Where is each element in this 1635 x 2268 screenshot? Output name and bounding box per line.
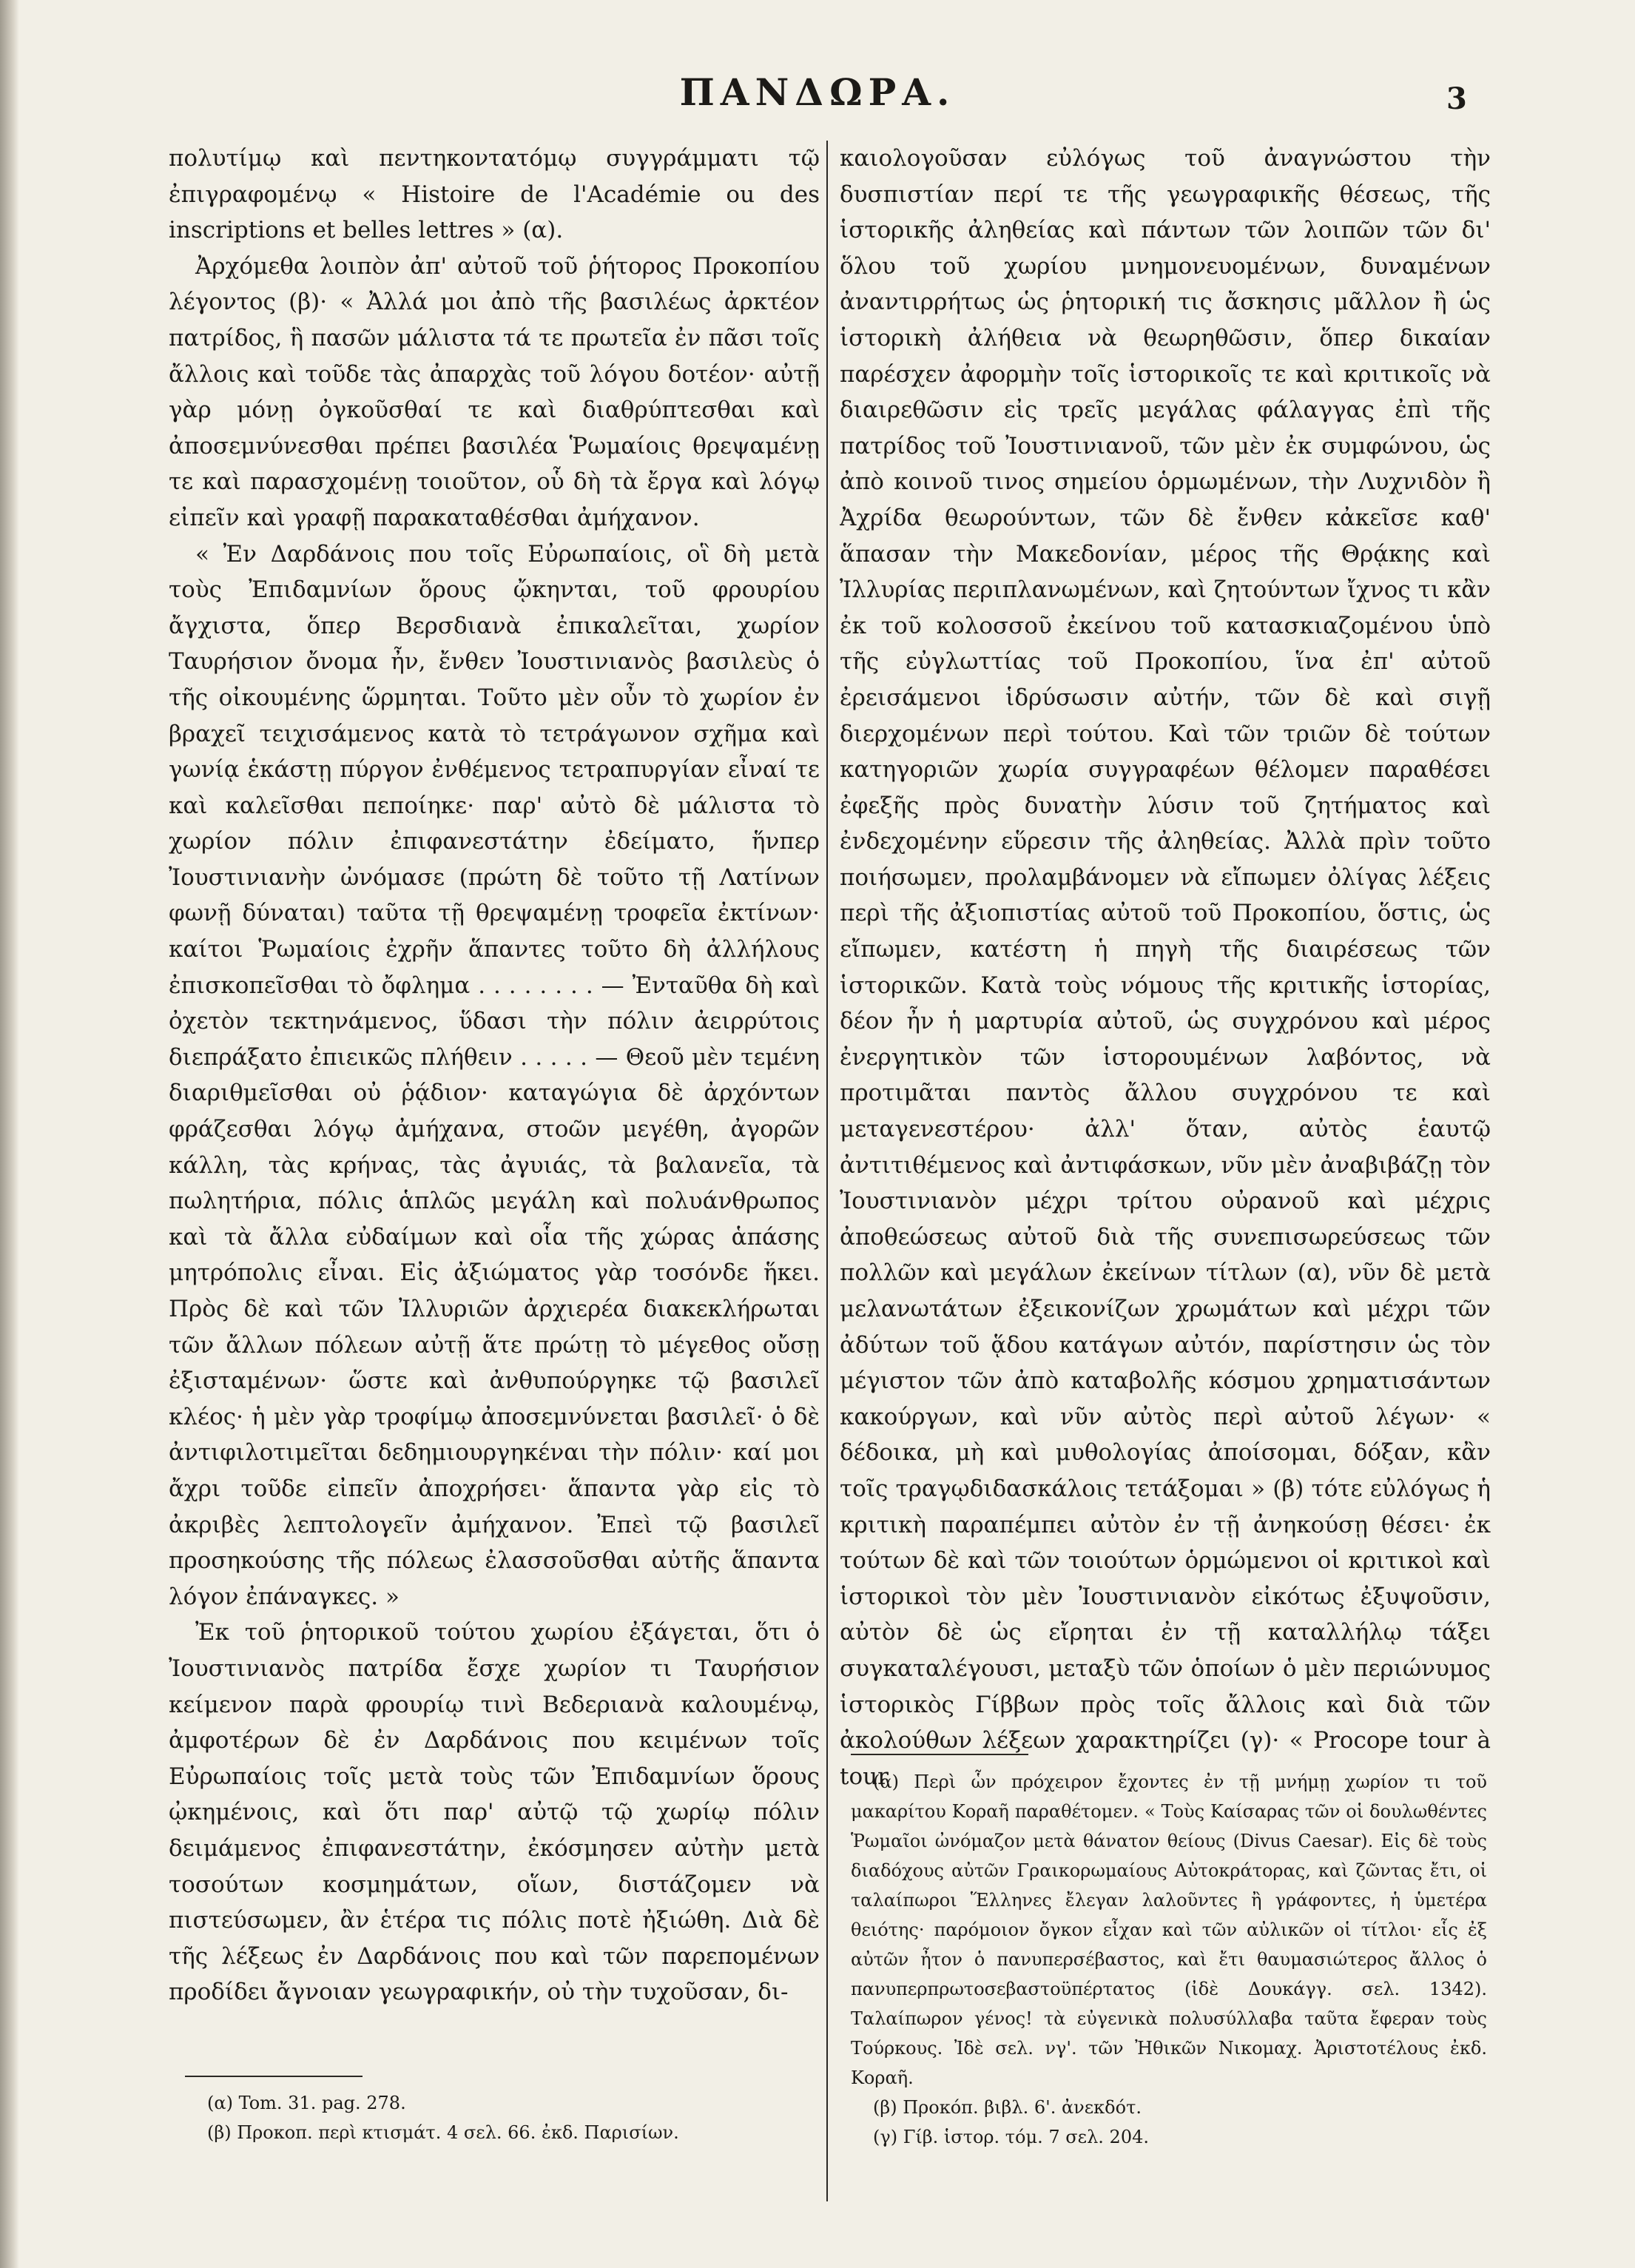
left-footnote-rule [185, 2076, 363, 2077]
left-footnotes [185, 2088, 821, 2147]
footnote-c-right: (γ) Γίβ. ἱστορ. τόμ. 7 σελ. 204. [873, 2127, 1149, 2147]
right-footnotes [851, 1767, 1487, 2152]
column-divider [826, 141, 828, 2201]
left-paragraph-2: Ἀρχόμεθα λοιπὸν ἀπ' αὐτοῦ τοῦ ῥήτορος Προκοπίου λέγοντος (β)· « Ἀλλά μοι ἀπὸ τῆς βασιλέως ἀρκτέον πατρίδος, ἣ πασῶν μάλιστα τά τε πρωτεῖα ἐν πᾶσι τοῖς ἄλλοις καὶ τοῦδε τὰς ἀπαρχὰς τοῦ λόγου δοτέον· αὐτῇ γὰρ μόνῃ ὀγκοῦσθαί τε καὶ διαθρύπτεσθαι καὶ ἀποσεμνύνεσθαι πρέπει βασιλέα Ῥωμαίοις θρεψαμένῃ τε καὶ παρασχομένῃ τοιοῦτον, οὗ δὴ τὰ ἔργα καὶ λόγῳ εἰπεῖν καὶ γραφῇ παρακαταθέσθαι ἀμήχανον. [169, 252, 820, 531]
left-paragraph-3: « Ἐν Δαρδάνοις που τοῖς Εὐρωπαίοις, οἳ δὴ μετὰ τοὺς Ἐπιδαμνίων ὅρους ᾤκηνται, τοῦ φρουρίου ἄγχιστα, ὅπερ Βερσδιανὰ ἐπικαλεῖται, χωρίον Ταυρήσιον ὄνομα ἦν, ἔνθεν Ἰουστινιανὸς βασιλεὺς ὁ τῆς οἰκουμένης ὥρμηται. Τοῦτο μὲν οὖν τὸ χωρίον ἐν βραχεῖ τειχισάμενος κατὰ τὸ τετράγωνον σχῆμα καὶ γωνίᾳ ἑκάστῃ πύργον ἐνθέμενος τετραπυργίαν εἶναί τε καὶ καλεῖσθαι πεποίηκε· παρ' αὐτὸ δὲ μάλιστα τὸ χωρίον πόλιν ἐπιφανεστάτην ἐδείματο, ἥνπερ Ἰουστινιανὴν ὠνόμασε (πρώτη δὲ τοῦτο τῇ Λατίνων φωνῇ δύναται) ταῦτα τῇ θρεψαμένῃ τροφεῖα ἐκτίνων· καίτοι Ῥωμαίοις ἐχρῆν ἅπαντες τοῦτο δὴ ἀλλήλους ἐπισκοπεῖσθαι τὸ ὄφλημα . . . . . . . . — Ἐνταῦθα δὴ καὶ ὀχετὸν τεκτηνάμενος, ὕδασι τὴν πόλιν ἀειρρύτοις διεπράξατο ἐπιεικῶς πλήθειν . . . . . — Θεοῦ μὲν τεμένη διαριθμεῖσθαι οὐ ῥᾴδιον· καταγώγια δὲ ἀρχόντων φράζεσθαι λόγῳ ἀμήχανα, στοῶν μεγέθη, ἀγορῶν κάλλη, τὰς κρήνας, τὰς ἀγυιάς, τὰ βαλανεῖα, τὰ πωλητήρια, πόλις ἁπλῶς μεγάλη καὶ πολυάνθρωπος καὶ τὰ ἄλλα εὐδαίμων καὶ οἷα τῆς χώρας ἁπάσης μητρόπολις εἶναι. Εἰς ἀξιώματος γὰρ τοσόνδε ἥκει. Πρὸς δὲ καὶ τῶν Ἰλλυριῶν ἀρχιερέα διακεκλήρωται τῶν ἄλλων πόλεων αὐτῇ ἅτε πρώτῃ τὸ μέγεθος οὔσῃ ἐξισταμένων· ὥστε καὶ ἀνθυπούργηκε τῷ βασιλεῖ κλέος· ἡ μὲν γὰρ τροφίμῳ ἀποσεμνύνεται βασιλεῖ· ὁ δὲ ἀντιφιλοτιμεῖται δεδημιουργηκέναι τὴν πόλιν· καί μοι ἄχρι τοῦδε εἰπεῖν ἀποχρήσει· ἅπαντα γὰρ εἰς τὸ ἀκριβὲς λεπτολογεῖν ἀμήχανον. Ἐπεὶ τῷ βασιλεῖ προσηκούσης τῆς πόλεως ἐλασσοῦσθαι αὐτῆς ἅπαντα λόγον ἐπάναγκες. » [169, 540, 820, 1610]
left-column [169, 141, 820, 2213]
right-footnote-rule [851, 1754, 1028, 1755]
book-spine-shadow [0, 0, 19, 2268]
footnote-b-right: (β) Προκόπ. βιβλ. 6'. ἀνεκδότ. [873, 2097, 1142, 2118]
footnote-b-left: (β) Προκοπ. περὶ κτισμάτ. 4 σελ. 66. ἐκδ. Παρισίων. [207, 2122, 679, 2143]
footnote-a-left: (α) Tom. 31. pag. 278. [207, 2093, 406, 2113]
page-number: 3 [1446, 81, 1467, 116]
left-paragraph-1: πολυτίμῳ καὶ πεντηκοντατόμῳ συγγράμματι τῷ ἐπιγραφομένῳ « Histoire de l'Académie ou des inscriptions et belles lettres » (α). [169, 145, 820, 244]
right-paragraph-1: καιολογοῦσαν εὐλόγως τοῦ ἀναγνώστου τὴν δυσπιστίαν περί τε τῆς γεωγραφικῆς θέσεως, τῆς ἱστορικῆς ἀληθείας καὶ πάντων τῶν λοιπῶν τῶν δι' ὅλου τοῦ χωρίου μνημονευομένων, δυναμένων ἀναντιρρήτως ὡς ῥητορική τις ἄσκησις μᾶλλον ἢ ὡς ἱστορικὴ ἀλήθεια νὰ θεωρηθῶσιν, ὅπερ δικαίαν παρέσχεν ἀφορμὴν τοῖς ἱστορικοῖς τε καὶ κριτικοῖς νὰ διαιρεθῶσιν εἰς τρεῖς μεγάλας φάλαγγας ἐπὶ τῆς πατρίδος τοῦ Ἰουστινιανοῦ, τῶν μὲν ἐκ συμφώνου, ὡς ἀπὸ κοινοῦ τινος σημείου ὁρμωμένων, τὴν Λυχνιδὸν ἢ Ἀχρίδα θεωρούντων, τῶν δὲ ἔνθεν κἀκεῖσε καθ' ἅπασαν τὴν Μακεδονίαν, μέρος τῆς Θρᾴκης καὶ Ἰλλυρίας περιπλανωμένων, καὶ ζητούντων ἴχνος τι κἂν ἐκ τοῦ κολοσσοῦ ἐκείνου τοῦ κατασκιαζομένου ὑπὸ τῆς εὐγλωττίας τοῦ Προκοπίου, ἵνα ἐπ' αὐτοῦ ἐρεισάμενοι ἱδρύσωσιν αὐτήν, τῶν δὲ καὶ σιγῇ διερχομένων περὶ τούτου. Καὶ τῶν τριῶν δὲ τούτων κατηγοριῶν χωρία συγγραφέων θέλομεν παραθέσει ἐφεξῆς πρὸς δυνατὴν λύσιν τοῦ ζητήματος καὶ ἐνδεχομένην εὕρεσιν τῆς ἀληθείας. Ἀλλὰ πρὶν τοῦτο ποιήσωμεν, προλαμβάνομεν νὰ εἴπωμεν ὀλίγας λέξεις περὶ τῆς ἀξιοπιστίας αὐτοῦ τοῦ Προκοπίου, ὅστις, ὡς εἴπωμεν, κατέστη ἡ πηγὴ τῆς διαιρέσεως τῶν ἱστορικῶν. Κατὰ τοὺς νόμους τῆς κριτικῆς ἱστορίας, δέον ἦν ἡ μαρτυρία αὐτοῦ, ὡς συγχρόνου καὶ μέρος ἐνεργητικὸν τῶν ἱστορουμένων λαβόντος, νὰ προτιμᾶται παντὸς ἄλλου συγχρόνου τε καὶ μεταγενεστέρου· ἀλλ' ὅταν, αὐτὸς ἑαυτῷ ἀντιτιθέμενος καὶ ἀντιφάσκων, νῦν μὲν ἀναβιβάζῃ τὸν Ἰουστινιανὸν μέχρι τρίτου οὐρανοῦ καὶ μέχρις ἀποθεώσεως αὐτοῦ διὰ τῆς συνεπισωρεύσεως τῶν πολλῶν καὶ μεγάλων ἐκείνων τίτλων (α), νῦν δὲ μετὰ μελανωτάτων ἐξεικονίζων χρωμάτων καὶ μέχρι τῶν ἀδύτων τοῦ ᾅδου κατάγων αὐτόν, παρίστησιν ὡς τὸν μέγιστον τῶν ἀπὸ καταβολῆς κόσμου χρηματισάντων κακούργων, καὶ νῦν αὐτὸς περὶ αὐτοῦ λέγων· « δέδοικα, μὴ καὶ μυθολογίας ἀποίσομαι, δόξαν, κἂν τοῖς τραγῳδιδασκάλοις τετάξομαι » (β) τότε εὐλόγως ἡ κριτικὴ παραπέμπει αὐτὸν ἐν τῇ ἀνηκούσῃ θέσει· ἐκ τούτων δὲ καὶ τῶν τοιούτων ὁρμώμενοι οἱ κριτικοὶ καὶ ἱστορικοὶ τὸν μὲν Ἰουστινιανὸν εἰκότως ἐξυψοῦσιν, αὐτὸν δὲ ὡς εἴρηται ἐν τῇ καταλλήλῳ τάξει συγκαταλέγουσι, μεταξὺ τῶν ὁποίων ὁ μὲν περιώνυμος ἱστορικὸς Γίββων πρὸς τοῖς ἄλλοις καὶ διὰ τῶν ἀκολούθων λέξεων χαρακτηρίζει (γ)· « Procope tour à tour [840, 145, 1491, 1790]
running-title: ΠΑΝΔΩΡΑ. [679, 70, 956, 114]
footnote-a-right: (α) Περὶ ὧν πρόχειρον ἔχοντες ἐν τῇ μνήμῃ χωρίον τι τοῦ μακαρίτου Κοραῆ παραθέτομεν. « Τοὺς Καίσαρας τῶν οἱ δουλωθέντες Ῥωμαῖοι ὠνόμαζον μετὰ θάνατον θείους (Divus Caesar). Εἰς δὲ τοὺς διαδόχους αὐτῶν Γραικορωμαίους Αὐτοκράτορας, καὶ ζῶντας ἔτι, οἱ ταλαίπωροι Ἕλληνες ἔλεγαν λαλοῦντες ἢ γράφοντες, ἡ ὑμετέρα θειότης· παρόμοιον ὄγκον εἶχαν καὶ τῶν αὐλικῶν οἱ τίτλοι· εἷς ἐξ αὐτῶν ἦτον ὁ πανυπερσέβαστος, καὶ ἔτι θαυμασιώτερος ἄλλος ὁ πανυπερπρωτοσεβαστοϋπέρτατος (ἰδὲ Δουκάγγ. σελ. 1342). Ταλαίπωρον γένος! τὰ εὐγενικὰ πολυσύλλαβα ταῦτα ἔφεραν τοὺς Τούρκους. Ἰδὲ σελ. νγ'. τῶν Ἠθικῶν Νικομαχ. Ἀριστοτέλους ἐκδ. Κοραῆ. [851, 1771, 1487, 2088]
left-paragraph-4: Ἐκ τοῦ ῥητορικοῦ τούτου χωρίου ἐξάγεται, ὅτι ὁ Ἰουστινιανὸς πατρίδα ἔσχε χωρίον τι Ταυρήσιον κείμενον παρὰ φρουρίῳ τινὶ Βεδεριανὰ καλουμένῳ, ἀμφοτέρων δὲ ἐν Δαρδάνοις που κειμένων τοῖς Εὐρωπαίοις τοῖς μετὰ τοὺς τῶν Ἐπιδαμνίων ὅρους ᾠκημένοις, καὶ ὅτι παρ' αὐτῷ τῷ χωρίῳ πόλιν δειμάμενος ἐπιφανεστάτην, ἐκόσμησεν αὐτὴν μετὰ τοσούτων κοσμημάτων, οἵων, διστάζομεν νὰ πιστεύσωμεν, ἂν ἑτέρα τις πόλις ποτὲ ἠξιώθη. Διὰ δὲ τῆς λέξεως ἐν Δαρδάνοις που καὶ τῶν παρεπομένων προδίδει ἄγνοιαν γεωγραφικήν, οὐ τὴν τυχοῦσαν, δι- [169, 1619, 820, 2006]
